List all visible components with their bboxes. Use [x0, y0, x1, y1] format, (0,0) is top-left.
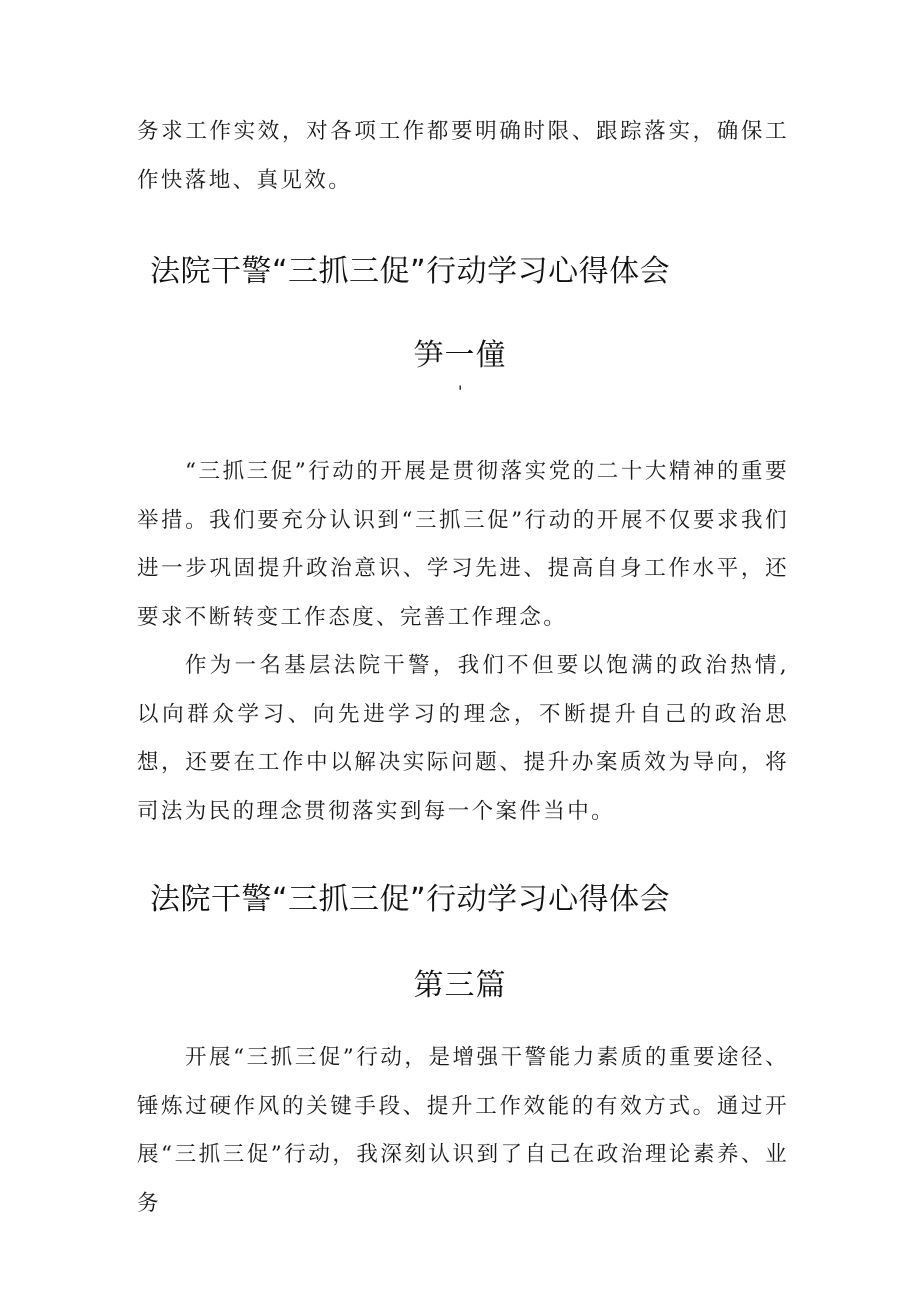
- section-3-title: 法院干警“三抓三促”行动学习心得体会: [150, 882, 671, 917]
- section-2-title: 法院干警“三抓三促”行动学习心得体会: [150, 254, 671, 289]
- section-2-subtitle: 笋一僮: [413, 338, 507, 373]
- paragraph-continued: 务求工作实效，对各项工作都要明确时限、跟踪落实，确保工作快落地、真见效。: [137, 119, 789, 193]
- section-3-subtitle: 第三篇: [413, 968, 507, 1003]
- section-2-paragraph-1: “三抓三促”行动的开展是贯彻落实党的二十大精神的重要举措。我们要充分认识到“三抓三促”行动的开展不仅要求我们进一步巩固提升政治意识、学习先进、提高自身工作水平，还要求不断转变工作态度、完善工作理念。: [137, 459, 789, 630]
- section-3-paragraph-1: 开展“三抓三促”行动，是增强干警能力素质的重要途径、锤炼过硬作风的关键手段、提升工作效能的有效方式。通过开展“三抓三促”行动，我深刻认识到了自己在政治理论素养、业务: [137, 1045, 789, 1216]
- section-2-paragraph-2: 作为一名基层法院干警，我们不但要以饱满的政治热情,以向群众学习、向先进学习的理念，不断提升自己的政治思想，还要在工作中以解决实际问题、提升办案质效为导向，将司法为民的理念贯彻落实到每一个案件当中。: [137, 653, 789, 824]
- stray-mark: ': [458, 382, 463, 401]
